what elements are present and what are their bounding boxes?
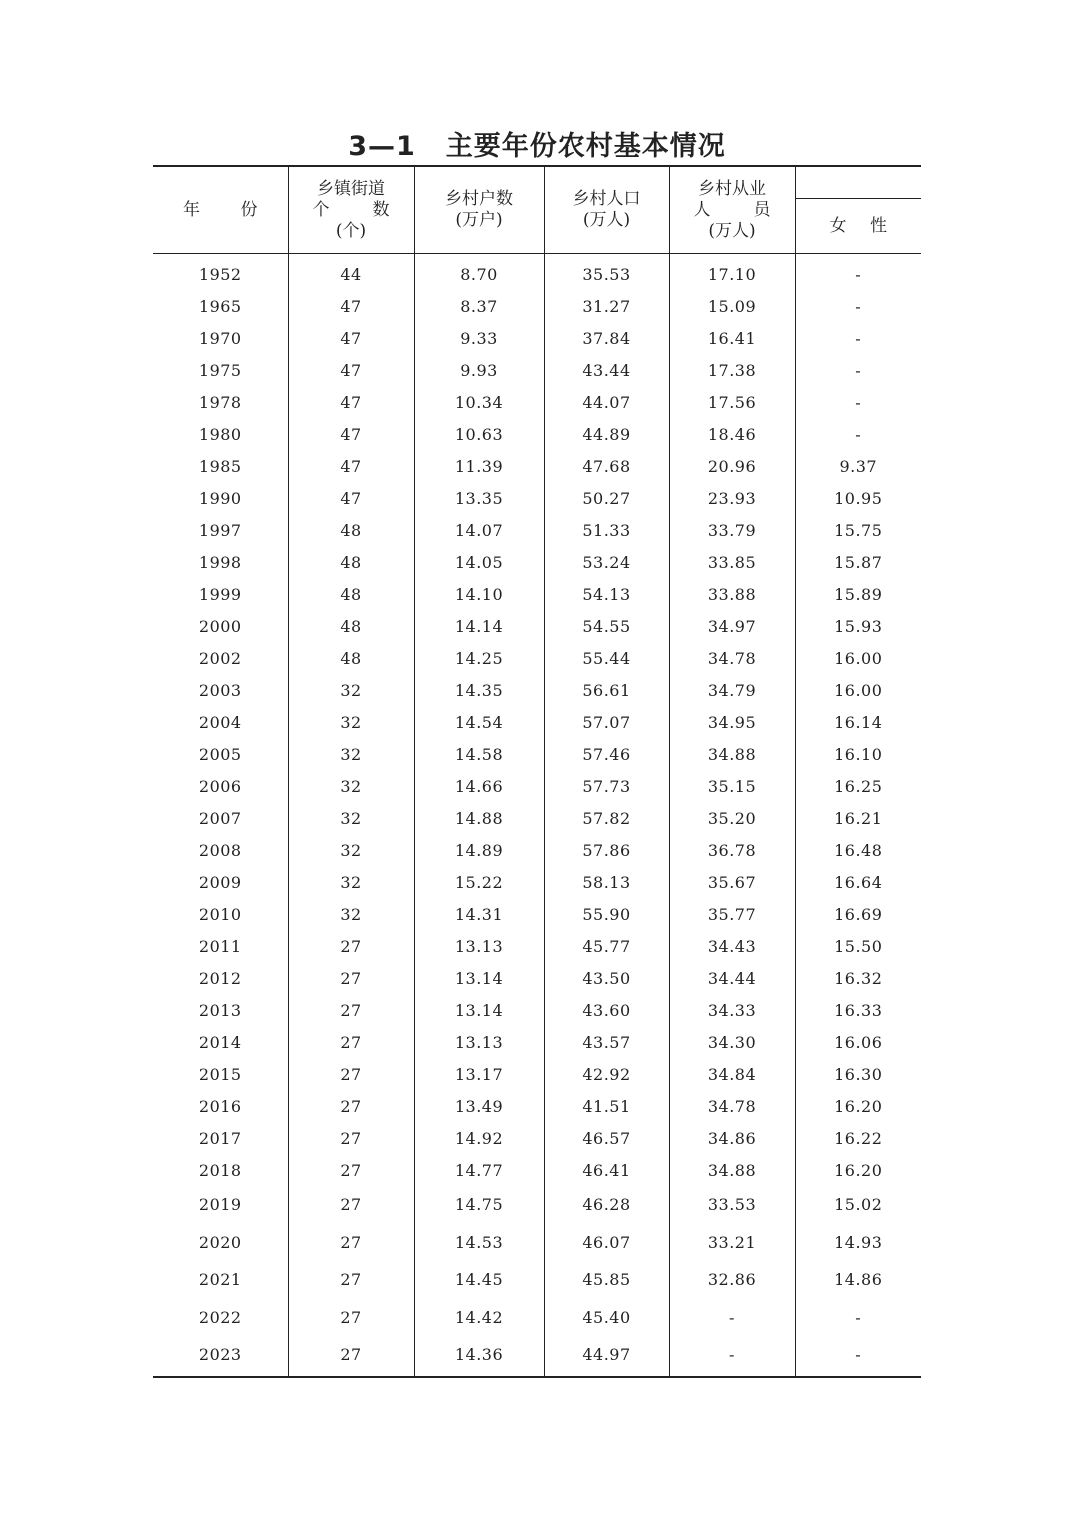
cell-population: 46.41 xyxy=(544,1154,669,1186)
cell-households: 14.07 xyxy=(414,514,544,546)
header-year: 年 份 xyxy=(153,166,288,254)
cell-year: 2006 xyxy=(198,776,242,796)
cell-towns: 27 xyxy=(288,1090,414,1122)
table-row xyxy=(153,1154,921,1186)
table-row xyxy=(153,1224,921,1262)
cell-employed: 35.20 xyxy=(669,802,795,834)
cell-year: 2005 xyxy=(198,744,242,764)
cell-employed: 34.33 xyxy=(669,994,795,1026)
cell-households: 14.31 xyxy=(414,898,544,930)
cell-female: 15.87 xyxy=(795,546,921,578)
cell-female: 15.75 xyxy=(795,514,921,546)
cell-employed: 15.09 xyxy=(669,290,795,322)
table-row xyxy=(153,930,921,962)
cell-households: 9.93 xyxy=(414,354,544,386)
table-row xyxy=(153,802,921,834)
cell-employed: 33.53 xyxy=(669,1186,795,1224)
table-row xyxy=(153,1090,921,1122)
cell-employed: 32.86 xyxy=(669,1261,795,1299)
cell-population: 35.53 xyxy=(544,254,669,291)
cell-towns: 27 xyxy=(288,1224,414,1262)
cell-towns: 27 xyxy=(288,1026,414,1058)
cell-employed: - xyxy=(669,1299,795,1337)
cell-population: 31.27 xyxy=(544,290,669,322)
cell-population: 45.85 xyxy=(544,1261,669,1299)
cell-households: 10.63 xyxy=(414,418,544,450)
cell-towns: 47 xyxy=(288,482,414,514)
cell-employed: 34.84 xyxy=(669,1058,795,1090)
cell-towns: 32 xyxy=(288,834,414,866)
cell-towns: 47 xyxy=(288,386,414,418)
cell-households: 14.05 xyxy=(414,546,544,578)
cell-employed: 34.86 xyxy=(669,1122,795,1154)
cell-population: 43.60 xyxy=(544,994,669,1026)
cell-year: 2019 xyxy=(198,1195,242,1215)
cell-households: 14.58 xyxy=(414,738,544,770)
cell-year: 2023 xyxy=(198,1345,242,1365)
cell-households: 14.25 xyxy=(414,642,544,674)
cell-employed: 18.46 xyxy=(669,418,795,450)
cell-year: 1999 xyxy=(198,584,242,604)
cell-population: 42.92 xyxy=(544,1058,669,1090)
cell-towns: 48 xyxy=(288,514,414,546)
cell-year: 1975 xyxy=(198,360,242,380)
cell-population: 45.40 xyxy=(544,1299,669,1337)
cell-employed: 34.78 xyxy=(669,642,795,674)
cell-employed: 17.38 xyxy=(669,354,795,386)
cell-population: 57.07 xyxy=(544,706,669,738)
cell-year: 2009 xyxy=(198,872,242,892)
cell-households: 14.45 xyxy=(414,1261,544,1299)
cell-year: 2016 xyxy=(198,1096,242,1116)
cell-year: 1985 xyxy=(198,456,242,476)
cell-towns: 27 xyxy=(288,1336,414,1377)
cell-year: 2021 xyxy=(198,1270,242,1290)
cell-population: 45.77 xyxy=(544,930,669,962)
cell-year: 2007 xyxy=(198,808,242,828)
cell-population: 44.07 xyxy=(544,386,669,418)
cell-employed: 33.85 xyxy=(669,546,795,578)
table-row xyxy=(153,450,921,482)
cell-population: 51.33 xyxy=(544,514,669,546)
cell-employed: 34.43 xyxy=(669,930,795,962)
cell-year: 1978 xyxy=(198,392,242,412)
cell-female: 16.20 xyxy=(795,1090,921,1122)
table-row xyxy=(153,578,921,610)
cell-households: 14.35 xyxy=(414,674,544,706)
cell-female: - xyxy=(795,1299,921,1337)
cell-female: 15.93 xyxy=(795,610,921,642)
cell-households: 15.22 xyxy=(414,866,544,898)
cell-towns: 32 xyxy=(288,770,414,802)
cell-year: 2013 xyxy=(198,1000,242,1020)
cell-female: 10.95 xyxy=(795,482,921,514)
cell-year: 1997 xyxy=(198,520,242,540)
cell-towns: 48 xyxy=(288,578,414,610)
cell-employed: 35.15 xyxy=(669,770,795,802)
header-households: 乡村户数 (万户) xyxy=(414,166,544,254)
cell-towns: 47 xyxy=(288,322,414,354)
table-row xyxy=(153,898,921,930)
cell-year: 2020 xyxy=(198,1232,242,1252)
cell-population: 54.55 xyxy=(544,610,669,642)
table-row xyxy=(153,322,921,354)
cell-year: 2002 xyxy=(198,648,242,668)
cell-population: 46.07 xyxy=(544,1224,669,1262)
header-employed-sub-empty xyxy=(795,166,921,199)
cell-population: 57.82 xyxy=(544,802,669,834)
cell-employed: 34.44 xyxy=(669,962,795,994)
cell-year: 2018 xyxy=(198,1160,242,1180)
table-row xyxy=(153,1026,921,1058)
cell-towns: 48 xyxy=(288,642,414,674)
table-row xyxy=(153,290,921,322)
cell-female: 14.93 xyxy=(795,1224,921,1262)
header-population: 乡村人口 (万人) xyxy=(544,166,669,254)
cell-female: - xyxy=(795,418,921,450)
cell-year: 1980 xyxy=(198,424,242,444)
cell-households: 14.75 xyxy=(414,1186,544,1224)
cell-towns: 48 xyxy=(288,610,414,642)
table-row xyxy=(153,1336,921,1377)
cell-households: 9.33 xyxy=(414,322,544,354)
cell-female: - xyxy=(795,290,921,322)
cell-population: 55.90 xyxy=(544,898,669,930)
table-row xyxy=(153,418,921,450)
cell-year: 2003 xyxy=(198,680,242,700)
cell-towns: 27 xyxy=(288,1299,414,1337)
table-row xyxy=(153,706,921,738)
cell-households: 8.37 xyxy=(414,290,544,322)
cell-year: 2000 xyxy=(198,616,242,636)
table-row xyxy=(153,354,921,386)
cell-female: 16.69 xyxy=(795,898,921,930)
cell-population: 56.61 xyxy=(544,674,669,706)
cell-female: - xyxy=(795,322,921,354)
cell-employed: 34.78 xyxy=(669,1090,795,1122)
cell-year: 1970 xyxy=(198,328,242,348)
cell-year: 1952 xyxy=(198,264,242,284)
cell-employed: 33.79 xyxy=(669,514,795,546)
cell-female: 9.37 xyxy=(795,450,921,482)
cell-towns: 47 xyxy=(288,418,414,450)
table-row xyxy=(153,866,921,898)
cell-households: 13.14 xyxy=(414,962,544,994)
cell-population: 43.50 xyxy=(544,962,669,994)
cell-female: 15.89 xyxy=(795,578,921,610)
cell-year: 2011 xyxy=(198,936,242,956)
table-row xyxy=(153,386,921,418)
cell-population: 55.44 xyxy=(544,642,669,674)
cell-population: 58.13 xyxy=(544,866,669,898)
cell-households: 13.13 xyxy=(414,930,544,962)
cell-households: 14.54 xyxy=(414,706,544,738)
table-row xyxy=(153,546,921,578)
cell-towns: 47 xyxy=(288,354,414,386)
cell-towns: 27 xyxy=(288,994,414,1026)
table-row xyxy=(153,770,921,802)
cell-employed: 36.78 xyxy=(669,834,795,866)
cell-year: 2015 xyxy=(198,1064,242,1084)
cell-year: 2004 xyxy=(198,712,242,732)
cell-employed: 34.97 xyxy=(669,610,795,642)
cell-population: 43.44 xyxy=(544,354,669,386)
cell-population: 54.13 xyxy=(544,578,669,610)
cell-population: 53.24 xyxy=(544,546,669,578)
cell-female: 16.14 xyxy=(795,706,921,738)
cell-year: 2008 xyxy=(198,840,242,860)
cell-female: 16.64 xyxy=(795,866,921,898)
header-employed: 乡村从业 人 员 (万人) xyxy=(669,166,795,254)
cell-female: 16.21 xyxy=(795,802,921,834)
cell-population: 44.89 xyxy=(544,418,669,450)
cell-female: 16.00 xyxy=(795,674,921,706)
table-row xyxy=(153,834,921,866)
table-row xyxy=(153,674,921,706)
cell-households: 13.17 xyxy=(414,1058,544,1090)
cell-female: 16.00 xyxy=(795,642,921,674)
cell-towns: 32 xyxy=(288,866,414,898)
cell-towns: 27 xyxy=(288,1154,414,1186)
cell-employed: 34.79 xyxy=(669,674,795,706)
cell-households: 14.53 xyxy=(414,1224,544,1262)
cell-female: 16.06 xyxy=(795,1026,921,1058)
cell-employed: 34.95 xyxy=(669,706,795,738)
cell-households: 13.13 xyxy=(414,1026,544,1058)
cell-year: 2014 xyxy=(198,1032,242,1052)
table-title: 主要年份农村基本情况 xyxy=(445,131,726,162)
cell-employed: 34.30 xyxy=(669,1026,795,1058)
cell-households: 14.14 xyxy=(414,610,544,642)
cell-towns: 27 xyxy=(288,1261,414,1299)
table-row xyxy=(153,1122,921,1154)
cell-households: 14.36 xyxy=(414,1336,544,1377)
cell-employed: 16.41 xyxy=(669,322,795,354)
cell-employed: 17.10 xyxy=(669,254,795,291)
cell-households: 14.10 xyxy=(414,578,544,610)
cell-year: 1965 xyxy=(198,296,242,316)
cell-households: 8.70 xyxy=(414,254,544,291)
cell-employed: 17.56 xyxy=(669,386,795,418)
cell-employed: 34.88 xyxy=(669,738,795,770)
cell-employed: 20.96 xyxy=(669,450,795,482)
cell-year: 1998 xyxy=(198,552,242,572)
page-title xyxy=(0,128,1074,166)
cell-female: 16.33 xyxy=(795,994,921,1026)
cell-employed: 33.21 xyxy=(669,1224,795,1262)
cell-female: 16.10 xyxy=(795,738,921,770)
cell-year: 2022 xyxy=(198,1307,242,1327)
rural-basic-table xyxy=(153,165,921,1378)
cell-employed: 35.77 xyxy=(669,898,795,930)
cell-towns: 32 xyxy=(288,738,414,770)
header-female: 女 性 xyxy=(795,199,921,254)
cell-households: 14.42 xyxy=(414,1299,544,1337)
cell-employed: 35.67 xyxy=(669,866,795,898)
cell-employed: 34.88 xyxy=(669,1154,795,1186)
cell-year: 2012 xyxy=(198,968,242,988)
table-row xyxy=(153,514,921,546)
table-row xyxy=(153,994,921,1026)
cell-population: 57.86 xyxy=(544,834,669,866)
cell-households: 14.77 xyxy=(414,1154,544,1186)
cell-towns: 32 xyxy=(288,674,414,706)
table-row xyxy=(153,962,921,994)
cell-towns: 48 xyxy=(288,546,414,578)
table-row xyxy=(153,738,921,770)
cell-towns: 32 xyxy=(288,706,414,738)
cell-female: - xyxy=(795,386,921,418)
cell-households: 13.49 xyxy=(414,1090,544,1122)
cell-towns: 27 xyxy=(288,930,414,962)
table-row xyxy=(153,1186,921,1224)
cell-female: 16.48 xyxy=(795,834,921,866)
cell-households: 13.35 xyxy=(414,482,544,514)
cell-employed: 23.93 xyxy=(669,482,795,514)
cell-population: 37.84 xyxy=(544,322,669,354)
cell-female: 16.25 xyxy=(795,770,921,802)
cell-towns: 27 xyxy=(288,1186,414,1224)
table-number: 3—1 xyxy=(348,131,416,162)
cell-households: 13.14 xyxy=(414,994,544,1026)
cell-female: 16.30 xyxy=(795,1058,921,1090)
cell-population: 50.27 xyxy=(544,482,669,514)
table-row xyxy=(153,610,921,642)
table-row xyxy=(153,482,921,514)
cell-population: 57.46 xyxy=(544,738,669,770)
cell-towns: 27 xyxy=(288,962,414,994)
table-row xyxy=(153,1058,921,1090)
cell-households: 14.89 xyxy=(414,834,544,866)
header-towns: 乡镇街道 个 数 (个) xyxy=(288,166,414,254)
cell-towns: 27 xyxy=(288,1122,414,1154)
cell-towns: 47 xyxy=(288,290,414,322)
cell-female: - xyxy=(795,254,921,291)
cell-year: 2017 xyxy=(198,1128,242,1148)
cell-population: 46.57 xyxy=(544,1122,669,1154)
cell-female: - xyxy=(795,354,921,386)
cell-female: 14.86 xyxy=(795,1261,921,1299)
cell-towns: 32 xyxy=(288,898,414,930)
cell-population: 46.28 xyxy=(544,1186,669,1224)
cell-towns: 27 xyxy=(288,1058,414,1090)
table-row xyxy=(153,254,921,291)
cell-female: 15.50 xyxy=(795,930,921,962)
cell-population: 47.68 xyxy=(544,450,669,482)
cell-towns: 44 xyxy=(288,254,414,291)
cell-population: 44.97 xyxy=(544,1336,669,1377)
cell-households: 10.34 xyxy=(414,386,544,418)
table-row xyxy=(153,642,921,674)
table-row xyxy=(153,1261,921,1299)
cell-employed: 33.88 xyxy=(669,578,795,610)
cell-female: 16.22 xyxy=(795,1122,921,1154)
cell-female: 16.32 xyxy=(795,962,921,994)
cell-employed: - xyxy=(669,1336,795,1377)
cell-households: 14.92 xyxy=(414,1122,544,1154)
cell-female: - xyxy=(795,1336,921,1377)
cell-households: 14.88 xyxy=(414,802,544,834)
cell-population: 41.51 xyxy=(544,1090,669,1122)
cell-female: 16.20 xyxy=(795,1154,921,1186)
cell-population: 43.57 xyxy=(544,1026,669,1058)
cell-year: 1990 xyxy=(198,488,242,508)
cell-towns: 32 xyxy=(288,802,414,834)
cell-households: 14.66 xyxy=(414,770,544,802)
cell-households: 11.39 xyxy=(414,450,544,482)
cell-year: 2010 xyxy=(198,904,242,924)
cell-population: 57.73 xyxy=(544,770,669,802)
cell-towns: 47 xyxy=(288,450,414,482)
table-row xyxy=(153,1299,921,1337)
cell-female: 15.02 xyxy=(795,1186,921,1224)
